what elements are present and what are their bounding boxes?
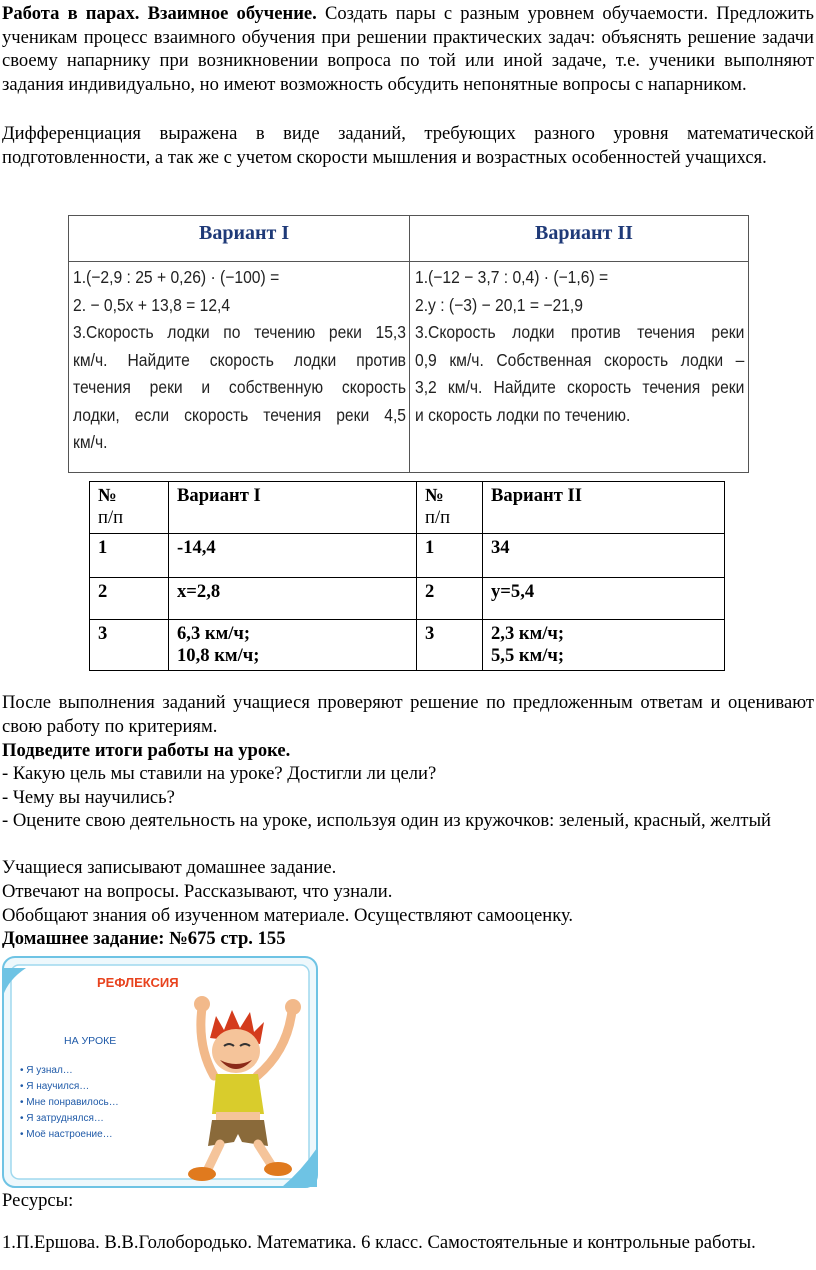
intro-title: Работа в парах. Взаимное обучение.	[2, 3, 317, 24]
variant-2-tasks	[415, 264, 744, 429]
answer-line: 2,3 км/ч;	[491, 623, 565, 644]
variant-1-task-3-line: 3.Скорость лодки по течению реки 15,3	[73, 322, 406, 342]
variant-2-task-3-line: 3,2 км/ч. Найдите скорость течения реки	[415, 377, 745, 397]
answer-cell: -14,4	[169, 534, 417, 578]
variant-1-task-3-line: лодки, если скорость течения реки 4,5	[73, 404, 406, 425]
row-num: 3	[417, 620, 483, 671]
differentiation-paragraph: Дифференциация выражена в виде заданий, требующих разного уровня математической подготовленности, а так же с учетом скорости мышления и возрастных особенностей учащихся.	[2, 123, 814, 168]
header-num-1-label: п/п	[98, 507, 124, 528]
variant-2-task-3-line: 0,9 км/ч. Собственная скорость лодки –	[415, 349, 745, 370]
variant-1-header: Вариант I	[199, 222, 290, 244]
variant-1-task-3-line: км/ч.	[73, 432, 108, 452]
answer-cell	[483, 620, 725, 671]
step-2: Отвечают на вопросы. Рассказывают, что узнали.	[2, 881, 393, 902]
reflection-item: • Я затруднялся…	[20, 1113, 104, 1124]
answer-line: 6,3 км/ч;	[177, 623, 251, 644]
answer-line: 10,8 км/ч;	[177, 645, 260, 666]
table-row	[90, 534, 725, 578]
variant-1-tasks	[73, 264, 406, 457]
resources-item-1: 1.П.Ершова. В.В.Голобородько. Математика. 6 класс. Самостоятельные и контрольные работы.	[2, 1232, 756, 1253]
variants-column-divider	[409, 216, 410, 472]
reflection-item: • Я узнал…	[20, 1065, 73, 1076]
intro-text: Создать пары с разным уровнем обучаемости. Предложить ученикам процесс взаимного обучения при решении практических задач: объяснять решение задачи своему напарнику при возникновении вопроса по той или иной задаче, т.е. ученики выполняют задания индивидуально, но имеют возможность обсудить непонятные вопросы с напарником.	[2, 3, 814, 95]
answer-cell: х=2,8	[169, 578, 417, 620]
variants-header-divider	[69, 261, 748, 262]
variants-image	[68, 215, 749, 473]
row-num: 3	[90, 620, 169, 671]
variant-2-task-1: 1.(−12 − 3,7 : 0,4) · (−1,6) =	[415, 267, 609, 287]
step-3: Обобщают знания об изученном материале. Осуществляют самооценку.	[2, 905, 574, 926]
answer-cell: 34	[483, 534, 725, 578]
resources-label: Ресурсы:	[2, 1190, 74, 1211]
answers-table	[89, 481, 725, 671]
table-row	[90, 620, 725, 671]
header-variant-1: Вариант I	[169, 482, 417, 534]
answer-cell	[169, 620, 417, 671]
row-num: 1	[417, 534, 483, 578]
answers-header-row	[90, 482, 725, 534]
intro-paragraph	[2, 2, 814, 96]
variant-2-task-2: 2.y : (−3) − 20,1 = −21,9	[415, 294, 583, 315]
answer-line: 5,5 км/ч;	[491, 645, 565, 666]
header-num-1-symbol: №	[98, 485, 117, 506]
variant-1-task-2: 2. − 0,5x + 13,8 = 12,4	[73, 294, 231, 315]
header-num-2-label: п/п	[425, 507, 451, 528]
question-1: - Какую цель мы ставили на уроке? Достигли ли цели?	[2, 763, 437, 784]
header-num-2	[417, 482, 483, 534]
reflection-subtitle: НА УРОКЕ	[64, 1035, 117, 1047]
answer-cell: у=5,4	[483, 578, 725, 620]
variant-1-task-3-line: течения реки и собственную скорость	[73, 377, 406, 397]
table-row	[90, 578, 725, 620]
reflection-item: • Я научился…	[20, 1081, 90, 1092]
variant-2-task-3-line: и скорость лодки по течению.	[415, 404, 631, 425]
reflection-item: • Моё настроение…	[20, 1129, 113, 1140]
variant-2-header: Вариант II	[535, 222, 633, 244]
step-1: Учащиеся записывают домашнее задание.	[2, 857, 337, 878]
summary-title: Подведите итоги работы на уроке.	[2, 740, 291, 761]
reflection-image	[2, 956, 318, 1188]
row-num: 1	[90, 534, 169, 578]
row-num: 2	[90, 578, 169, 620]
variant-1-task-3-line: км/ч. Найдите скорость лодки против	[73, 349, 406, 370]
variant-1-task-1: 1.(−2,9 : 25 + 0,26) · (−100) =	[73, 267, 280, 287]
reflection-title: РЕФЛЕКСИЯ	[97, 975, 179, 990]
homework: Домашнее задание: №675 стр. 155	[2, 928, 286, 949]
question-2: - Чему вы научились?	[2, 787, 175, 808]
question-3: - Оцените свою деятельность на уроке, используя один из кружочков: зеленый, красный, желтый	[2, 810, 772, 831]
header-variant-2: Вариант II	[483, 482, 725, 534]
check-paragraph: После выполнения заданий учащиеся проверяют решение по предложенным ответам и оценивают свою работу по критериям.	[2, 692, 814, 737]
reflection-item: • Мне понравилось…	[20, 1097, 119, 1108]
header-num-2-symbol: №	[425, 485, 444, 506]
variant-2-task-3-line: 3.Скорость лодки против течения реки	[415, 322, 745, 342]
header-num-1	[90, 482, 169, 534]
row-num: 2	[417, 578, 483, 620]
